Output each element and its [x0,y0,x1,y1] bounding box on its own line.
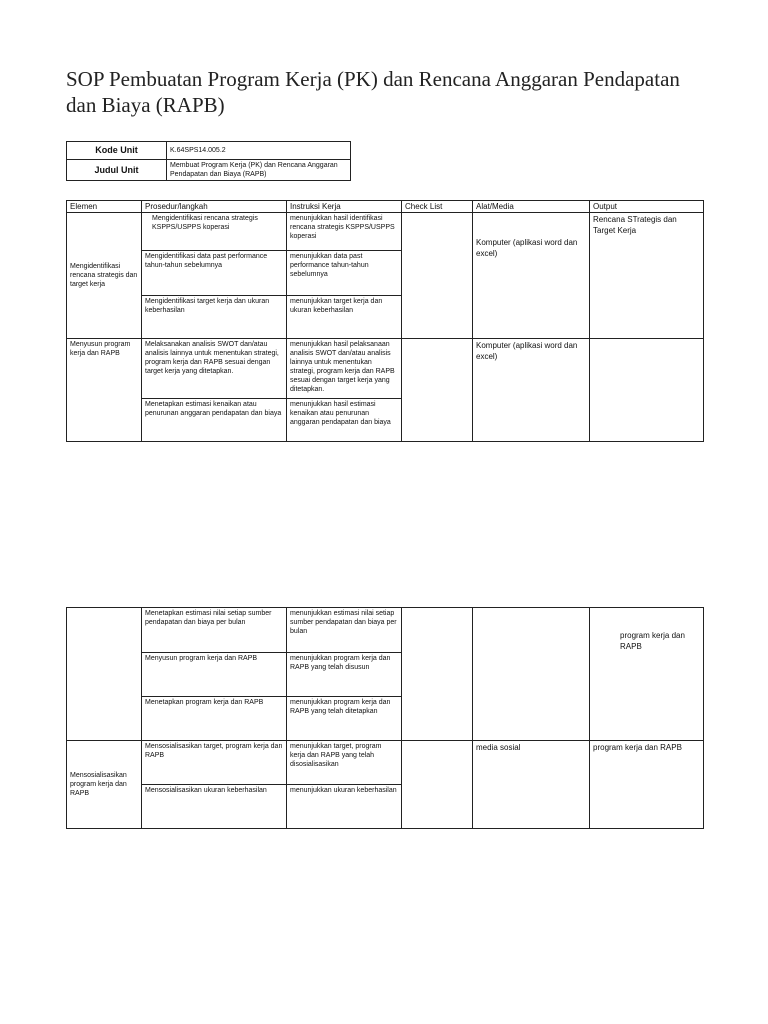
judul-unit-value: Membuat Program Kerja (PK) dan Rencana Anggaran Pendapatan dan Biaya (RAPB) [167,160,351,181]
checklist-cell [402,339,473,442]
elemen-cell: Menyusun program kerja dan RAPB [67,339,142,442]
kode-unit-label: Kode Unit [67,142,167,160]
instruksi-cell: menunjukkan target kerja dan ukuran keberhasilan [287,296,402,339]
alat-cell [473,213,590,339]
alat-cell: Komputer (aplikasi word dan excel) [473,339,590,442]
instruksi-cell: menunjukkan program kerja dan RAPB yang telah disusun [287,653,402,697]
output-cell [590,608,704,741]
checklist-cell [402,741,473,829]
output-text: program kerja dan RAPB [620,631,685,651]
checklist-cell [402,213,473,339]
table-row [67,142,351,160]
table-row [67,339,704,399]
prosedur-cell: Mensosialisasikan ukuran keberhasilan [142,785,287,829]
table-row [67,741,704,785]
unit-table [66,141,351,181]
header-output: Output [590,201,704,213]
instruksi-cell: menunjukkan hasil pelaksanaan analisis SWOT dan/atau analisis lainnya untuk menentukan strategi, program kerja dan RAPB sesuai dengan target kerja yang ditetapkan. [287,339,402,399]
elemen-cell [67,608,142,741]
instruksi-cell: menunjukkan hasil estimasi kenaikan atau penurunan anggaran pendapatan dan biaya [287,399,402,442]
instruksi-cell: menunjukkan target, program kerja dan RAPB yang telah disosialisasikan [287,741,402,785]
prosedur-cell: Menetapkan program kerja dan RAPB [142,697,287,741]
prosedur-cell: Mensosialisasikan target, program kerja dan RAPB [142,741,287,785]
prosedur-cell: Menetapkan estimasi kenaikan atau penurunan anggaran pendapatan dan biaya [142,399,287,442]
header-alat: Alat/Media [473,201,590,213]
prosedur-cell: Mengidentifikasi data past performance tahun-tahun sebelumnya [142,251,287,296]
header-elemen: Elemen [67,201,142,213]
output-cell: program kerja dan RAPB [590,741,704,829]
table-header-row [67,201,704,213]
header-instruksi: Instruksi Kerja [287,201,402,213]
sop-table-1 [66,200,704,442]
output-cell [590,339,704,442]
elemen-cell: Mengidentifikasi rencana strategis dan target kerja [67,213,142,339]
checklist-cell [402,608,473,741]
alat-text: Komputer (aplikasi word dan excel) [476,238,578,258]
prosedur-cell: Menyusun program kerja dan RAPB [142,653,287,697]
judul-unit-label: Judul Unit [67,160,167,181]
prosedur-cell: Mengidentifikasi rencana strategis KSPPS/USPPS koperasi [142,213,287,251]
elemen-cell: Mensosialisasikan program kerja dan RAPB [67,741,142,829]
header-checklist: Check List [402,201,473,213]
header-prosedur: Prosedur/langkah [142,201,287,213]
instruksi-cell: menunjukkan hasil identifikasi rencana strategis KSPPS/USPPS koperasi [287,213,402,251]
prosedur-cell: Melaksanakan analisis SWOT dan/atau analisis lainnya untuk menentukan strategi, program kerja dan RAPB sesuai dengan target kerja yang ditetapkan. [142,339,287,399]
page-title: SOP Pembuatan Program Kerja (PK) dan Rencana Anggaran Pendapatan dan Biaya (RAPB) [66,67,680,117]
output-cell: Rencana STrategis dan Target Kerja [590,213,704,339]
alat-cell [473,608,590,741]
instruksi-cell: menunjukkan ukuran keberhasilan [287,785,402,829]
kode-unit-value: K.64SPS14.005.2 [167,142,351,160]
table-row [67,160,351,181]
alat-cell: media sosial [473,741,590,829]
instruksi-cell: menunjukkan estimasi nilai setiap sumber pendapatan dan biaya per bulan [287,608,402,653]
instruksi-cell: menunjukkan program kerja dan RAPB yang telah ditetapkan [287,697,402,741]
instruksi-cell: menunjukkan data past performance tahun-tahun sebelumnya [287,251,402,296]
prosedur-cell: Mengidentifikasi target kerja dan ukuran keberhasilan [142,296,287,339]
sop-table-2 [66,607,704,829]
table-row [67,213,704,251]
table-row [67,608,704,653]
prosedur-cell: Menetapkan estimasi nilai setiap sumber pendapatan dan biaya per bulan [142,608,287,653]
